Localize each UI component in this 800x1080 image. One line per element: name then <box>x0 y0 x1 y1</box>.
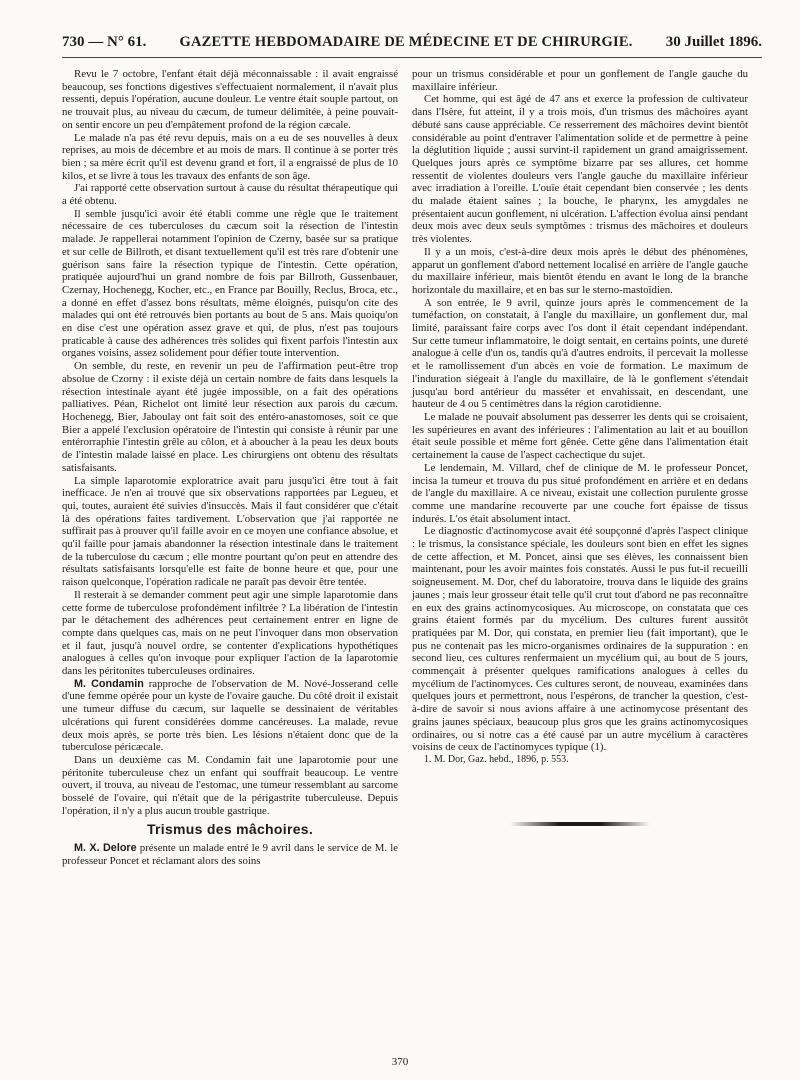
paragraph: Le malade n'a pas été revu depuis, mais on a eu de ses nouvelles à deux reprises, au mois de décembre et au mois de mars. Il continue à se porter très bien ; sa mère écrit qu'il est devenu grand et fort, il a engraissé de plus de 10 kilos, et se livre à tous les travaux des enfants de son âge. <box>62 131 398 182</box>
journal-title: GAZETTE HEBDOMADAIRE DE MÉDECINE ET DE CHIRURGIE. <box>179 34 633 50</box>
paragraph: J'ai rapporté cette observation surtout à cause du résultat thérapeutique qui a été obtenu. <box>62 182 398 208</box>
paragraph: Cet homme, qui est âgé de 47 ans et exerce la profession de cultivateur dans l'Isère, fut atteint, il y a trois mois, d'un trismus des mâchoires ayant débuté sans cause appréciable. Ce resserrement des mâchoires devint bientôt considérable au point d'entraver l'alimentation solide et de permettre à peine la déglutition liquide ; aussi survint-il rapidement un grand amaigrissement. Quelques jours après ce symptôme bizarre par ses allures, cet homme ressentit de violentes douleurs vers l'angle gauche du maxillaire inférieur avec irradiation à l'oreille. L'ouïe était cependant bien conservée ; les dents du malade étaient saines ; la bouche, le pharynx, les amygdales ne présentaient aucun gonflement, ni ulcération. L'affection évolua ainsi pendant deux mois avec deux seuls symptômes : trismus des mâchoires et douleurs très violentes. <box>412 93 748 246</box>
page-number: 370 <box>391 1056 409 1068</box>
section-title: Trismus des mâchoires. <box>146 821 314 838</box>
paragraph: Dans un deuxième cas M. Condamin fait une laparotomie pour une péritonite tuberculeuse chez un enfant qui souffrait beaucoup. Le ventre ouvert, il trouva, au niveau de l'estomac, une tumeur ressemblant au sarcome bosselé de l'ovaire, qui n'était que de la périgastrite tuberculeuse. Depuis l'opération, il n'y a plus aucun trouble gastrique. <box>62 753 398 817</box>
paragraph: A son entrée, le 9 avril, quinze jours après le commencement de la tuméfaction, on constatait, à l'angle du maxillaire, un gonflement dur, mal limité, paraissant faire corps avec l'os dont il était cependant indépendant. Sur cette tumeur inflammatoire, le doigt sentait, en certains points, une dureté analogue à celle d'un os, tandis qu'à d'autres endroits, il percevait la mollesse et le ramollissement d'un abcès en voie de formation. Le maximum de l'induration siégeait à l'angle du maxillaire, de là le gonflement s'étendait jusqu'au bord antérieur du masséter et envahissait, en descendant, une hauteur de 4 ou 5 centimètres dans la région carotidienne. <box>412 296 748 411</box>
paragraph: Il y a un mois, c'est-à-dire deux mois après le début des phénomènes, apparut un gonflement d'abord nettement localisé en arrière de l'angle gauche du maxillaire inférieur, mais bientôt étendu en avant le long de la branche horizontale du maxillaire, et en bas sur le sterno-mastoïdien. <box>412 245 748 296</box>
issue-date: 30 Juillet 1896. <box>665 34 762 50</box>
paragraph-delore <box>62 842 398 867</box>
page-issue: 730 — N° 61. <box>62 34 147 50</box>
paragraph: pour un trismus considérable et pour un gonflement de l'angle gauche du maxillaire inférieur. <box>412 68 748 93</box>
paragraph: Le malade ne pouvait absolument pas desserrer les dents qui se croisaient, les supérieures en avant des inférieures : l'alimentation au lait et au bouillon était seule possible et même fort gênée. Cette gêne dans l'alimentation était certainement la cause de l'aspect cachectique du sujet. <box>412 410 748 462</box>
paragraph: Il semble jusqu'ici avoir été établi comme une règle que le traitement nécessaire de ces tuberculoses du cæcum soit la résection de l'intestin malade. Je rappellerai notamment l'opinion de Czerny, basée sur sa pratique et sur celle de Billroth, et disant textuellement qu'il est très rare d'obtenir une guérison sans faire la résection typique de l'intestin. Cette opération, pratiquée aujourd'hui un grand nombre de fois par Billroth, Gussenbauer, Czernay, Hochenegg, Kocher, etc., en France par Bouilly, Reclus, Broca, etc., a donné en effet d'assez bons résultats, même éloignés, puisqu'on cite des malades qui ont été retrouvés bien portants au bout de 5 ans. Mais quoiqu'on en dise c'est une opération assez grave et qui, de plus, n'est pas toujours praticable à cause des adhérences très solides qui fixent parfois l'intestin aux organes voisins, assez solidement pour défier toute intervention. <box>62 207 398 360</box>
paragraph: On semble, du reste, en revenir un peu de l'affirmation peut-être trop absolue de Czorny : il existe déjà un certain nombre de faits dans lesquels la résection intestinale ayant été jugée impossible, on a fait des opérations palliatives. Péan, Richelot ont limité leur résection aux parois du cæcum. Hochenegg, Bier, Jaboulay ont fait soit des entéro-anastomoses, soit ce que Bier a appelé l'exclusion opératoire de l'intestin qui consiste à réunir par une entérorraphie l'intestin grêle au côlon, et à aboucher à la peau les deux bouts de l'intestin malade laissé en place. Les chirurgiens ont obtenu des résultats satisfaisants. <box>62 360 398 474</box>
paragraph-condamin <box>62 678 398 754</box>
paragraph: Le diagnostic d'actinomycose avait été soupçonné d'après l'aspect clinique : le trismus, la consistance spéciale, les douleurs sont bien en effet les signes de cette affection, et M. Poncet, ainsi que ses élèves, les connaissent bien maintenant, pour les avoir maintes fois constatés. Aussi le pus fut-il recueilli soigneusement. M. Dor, chef du laboratoire, trouva dans le liquide des grains jaunes ; mais leur grosseur était telle qu'il crut tout d'abord ne pas reconnaître en eux des grains actinomycosiques. Au microscope, on constatata que ces grains étaient formés par du mycélium. Des cultures furent aussitôt pratiquées par M. Dor, qui constata, en premier lieu (fait important), que le pus ne contenait pas les micro-organismes ordinaires de la suppuration : en second lieu, ces cultures renfermaient un mycélium qui, au bout de 5 jours, commençait à présenter quelques ramifications analogues à celles du mycélium de l'actinomyces. Ces cultures seront, de nouveau, examinées dans quelques jours et permettront, nous l'espérons, de trancher la question, c'est-à-dire de savoir si nous avions affaire à une actinomycose présentant des grains jaunes spéciaux, beaucoup plus gros que les grains actinomycosiques ordinaires, ou si notre cas a été causé par un autre mycélium à caractères voisins de ceux de l'actinomyces typique (1). <box>412 525 748 754</box>
section-divider <box>510 822 650 826</box>
divider-wrap <box>412 822 748 826</box>
paragraph: Revu le 7 octobre, l'enfant était déjà méconnaissable : il avait engraissé beaucoup, ses fonctions digestives s'effectuaient normalement, il n'avait plus ressenti, depuis l'opération, aucune douleur. Le ventre était souple partout, on ne trouvait plus, au niveau du cæcum, de tumeur délimitée, à peine pouvait-on sentir encore un peu d'empâtement profond de la région cæcale. <box>62 68 398 131</box>
footnote: 1. M. Dor, Gaz. hebd., 1896, p. 553. <box>424 753 569 765</box>
paragraph: Il resterait à se demander comment peut agir une simple laparotomie dans cette forme de tuberculose profondément infiltrée ? La libération de l'intestin par le détachement des adhérences peut certainement entrer en ligne de compte dans quelques cas, mais on ne peut l'invoquer dans mon observation et il faut, jusqu'à nouvel ordre, se contenter d'explications hypothétiques analogues à celles qu'on invoque pour expliquer l'action de la laparotomie dans les péritonites tuberculeuses ordinaires. <box>62 588 398 678</box>
speaker-name: M. Condamin <box>74 677 144 690</box>
paragraph-text: rapproche de l'observation de M. Nové-Josserand celle d'une femme opérée pour un kyste de l'ovaire gauche. Du côté droit il existait une tumeur diffuse du cæcum, sur laquelle se dessinaient de véritables ulcérations qui furent considérées domme cancéreuses. La malade, revue deux mois après, se porte très bien. Les lésions n'étaient donc que de la tuberculose péricæcale. <box>62 677 398 754</box>
text-columns <box>62 68 762 868</box>
paragraph: La simple laparotomie exploratrice avait paru jusqu'ici être tout à fait inefficace. Je n'en ai trouvé que six observations rapportées par Legueu, et qui, toutes, auraient été suivies d'insuccès. Mais il faut considérer que c'était là des opérations faites tardivement. L'observation que j'ai rapportée ne suffirait pas à prouver qu'il faille avoir en ce moyen une confiance absolue, et qu'il faille pour jamais abandonner la résection intestinale dans le traitement de la tuberculose du cæcum ; elle montre pourtant qu'on peut en attendre des résultats satisfaisants lorsqu'elle est faite de bonne heure et que, pour une raison quelconque, l'opération radicale ne paraît pas devoir être tentée. <box>62 474 398 589</box>
paragraph: Le lendemain, M. Villard, chef de clinique de M. le professeur Poncet, incisa la tumeur et trouva du pus situé profondément en arrière et en dedans de l'angle du maxillaire. A ce niveau, existait une collection purulente grosse comme une mandarine recouverte par une couche fort épaisse de tissus indurés. L'os était absolument intact. <box>412 461 748 525</box>
speaker-name: M. X. Delore <box>74 842 137 855</box>
page-header <box>62 34 762 58</box>
right-column <box>412 68 748 868</box>
left-column <box>62 68 398 868</box>
paragraph-text: présente un malade entré le 9 avril dans le service de M. le professeur Poncet et réclamant alors des soins <box>62 842 398 867</box>
